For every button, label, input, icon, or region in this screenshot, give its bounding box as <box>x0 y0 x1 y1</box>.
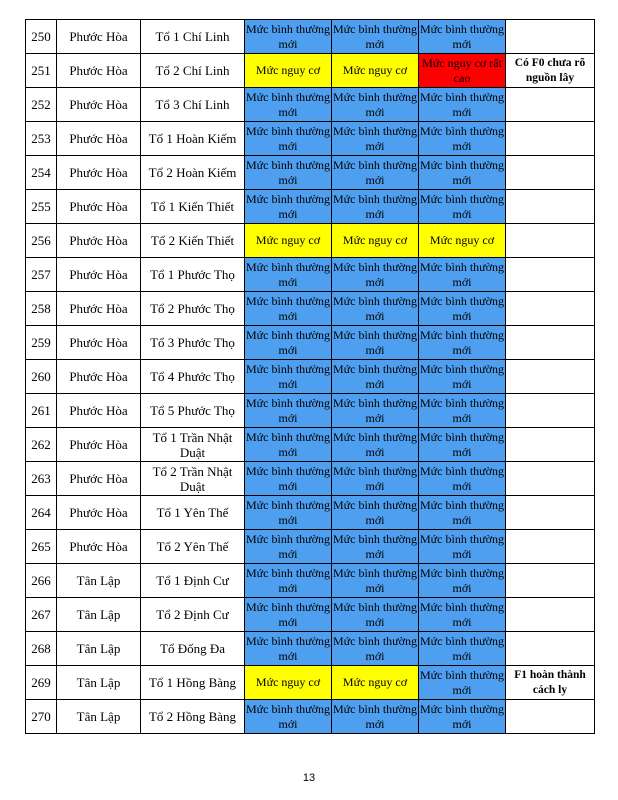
table-row <box>26 156 595 190</box>
residential-group-cell: Tổ 1 Trần Nhật Duật <box>141 428 245 462</box>
note-cell <box>506 292 595 326</box>
level-cell-1: Mức bình thường mới <box>245 564 332 598</box>
level-cell-2: Mức bình thường mới <box>332 326 419 360</box>
ward-cell: Phước Hòa <box>57 292 141 326</box>
table-row <box>26 496 595 530</box>
level-cell-3: Mức bình thường mới <box>419 88 506 122</box>
table-row <box>26 462 595 496</box>
level-cell-3: Mức bình thường mới <box>419 666 506 700</box>
level-cell-3: Mức bình thường mới <box>419 326 506 360</box>
note-cell <box>506 326 595 360</box>
ward-cell: Phước Hòa <box>57 360 141 394</box>
residential-group-cell: Tổ 2 Hoàn Kiếm <box>141 156 245 190</box>
row-number-cell: 261 <box>26 394 57 428</box>
ward-cell: Tân Lập <box>57 632 141 666</box>
level-cell-2: Mức bình thường mới <box>332 190 419 224</box>
row-number-cell: 262 <box>26 428 57 462</box>
residential-group-cell: Tổ 2 Định Cư <box>141 598 245 632</box>
level-cell-3: Mức bình thường mới <box>419 462 506 496</box>
table-row <box>26 394 595 428</box>
level-cell-1: Mức nguy cơ <box>245 54 332 88</box>
level-cell-1: Mức bình thường mới <box>245 394 332 428</box>
level-cell-1: Mức bình thường mới <box>245 496 332 530</box>
level-cell-1: Mức bình thường mới <box>245 292 332 326</box>
table-body <box>26 20 595 734</box>
residential-group-cell: Tổ Đống Đa <box>141 632 245 666</box>
row-number-cell: 257 <box>26 258 57 292</box>
level-cell-1: Mức nguy cơ <box>245 224 332 258</box>
level-cell-2: Mức bình thường mới <box>332 122 419 156</box>
row-number-cell: 259 <box>26 326 57 360</box>
level-cell-2: Mức bình thường mới <box>332 394 419 428</box>
residential-group-cell: Tổ 2 Kiến Thiết <box>141 224 245 258</box>
level-cell-3: Mức bình thường mới <box>419 122 506 156</box>
level-cell-2: Mức bình thường mới <box>332 292 419 326</box>
level-cell-1: Mức bình thường mới <box>245 20 332 54</box>
level-cell-3: Mức bình thường mới <box>419 258 506 292</box>
level-cell-3: Mức bình thường mới <box>419 428 506 462</box>
row-number-cell: 256 <box>26 224 57 258</box>
row-number-cell: 270 <box>26 700 57 734</box>
ward-cell: Phước Hòa <box>57 190 141 224</box>
row-number-cell: 255 <box>26 190 57 224</box>
table-row <box>26 428 595 462</box>
level-cell-3: Mức nguy cơ rất cao <box>419 54 506 88</box>
level-cell-3: Mức bình thường mới <box>419 632 506 666</box>
level-cell-3: Mức bình thường mới <box>419 156 506 190</box>
note-cell <box>506 258 595 292</box>
level-cell-3: Mức bình thường mới <box>419 190 506 224</box>
note-cell <box>506 496 595 530</box>
level-cell-3: Mức bình thường mới <box>419 700 506 734</box>
level-cell-2: Mức bình thường mới <box>332 258 419 292</box>
table-row <box>26 54 595 88</box>
level-cell-1: Mức nguy cơ <box>245 666 332 700</box>
note-cell <box>506 224 595 258</box>
level-cell-1: Mức bình thường mới <box>245 530 332 564</box>
ward-cell: Phước Hòa <box>57 394 141 428</box>
table-row <box>26 88 595 122</box>
level-cell-1: Mức bình thường mới <box>245 598 332 632</box>
ward-cell: Phước Hòa <box>57 122 141 156</box>
row-number-cell: 251 <box>26 54 57 88</box>
level-cell-3: Mức bình thường mới <box>419 292 506 326</box>
ward-cell: Phước Hòa <box>57 326 141 360</box>
table-row <box>26 360 595 394</box>
row-number-cell: 264 <box>26 496 57 530</box>
row-number-cell: 269 <box>26 666 57 700</box>
level-cell-1: Mức bình thường mới <box>245 428 332 462</box>
ward-cell: Phước Hòa <box>57 54 141 88</box>
ward-cell: Tân Lập <box>57 564 141 598</box>
row-number-cell: 258 <box>26 292 57 326</box>
ward-cell: Phước Hòa <box>57 462 141 496</box>
note-cell <box>506 394 595 428</box>
level-cell-2: Mức nguy cơ <box>332 224 419 258</box>
residential-group-cell: Tổ 1 Định Cư <box>141 564 245 598</box>
table-row <box>26 666 595 700</box>
table-row <box>26 632 595 666</box>
level-cell-1: Mức bình thường mới <box>245 258 332 292</box>
note-cell <box>506 190 595 224</box>
level-cell-1: Mức bình thường mới <box>245 122 332 156</box>
note-cell <box>506 88 595 122</box>
table-row <box>26 20 595 54</box>
row-number-cell: 254 <box>26 156 57 190</box>
level-cell-3: Mức bình thường mới <box>419 360 506 394</box>
level-cell-2: Mức bình thường mới <box>332 632 419 666</box>
table-row <box>26 700 595 734</box>
level-cell-3: Mức bình thường mới <box>419 496 506 530</box>
row-number-cell: 253 <box>26 122 57 156</box>
note-cell <box>506 360 595 394</box>
ward-cell: Tân Lập <box>57 598 141 632</box>
level-cell-2: Mức bình thường mới <box>332 496 419 530</box>
residential-group-cell: Tổ 1 Phước Thọ <box>141 258 245 292</box>
level-cell-2: Mức bình thường mới <box>332 462 419 496</box>
note-cell <box>506 530 595 564</box>
table-row <box>26 598 595 632</box>
level-cell-1: Mức bình thường mới <box>245 462 332 496</box>
level-cell-3: Mức bình thường mới <box>419 598 506 632</box>
ward-cell: Phước Hòa <box>57 530 141 564</box>
level-cell-2: Mức nguy cơ <box>332 666 419 700</box>
residential-group-cell: Tổ 1 Hồng Bàng <box>141 666 245 700</box>
table-row <box>26 224 595 258</box>
row-number-cell: 263 <box>26 462 57 496</box>
ward-cell: Phước Hòa <box>57 88 141 122</box>
table-row <box>26 564 595 598</box>
level-cell-2: Mức bình thường mới <box>332 530 419 564</box>
ward-cell: Phước Hòa <box>57 496 141 530</box>
level-cell-2: Mức nguy cơ <box>332 54 419 88</box>
note-cell <box>506 20 595 54</box>
residential-group-cell: Tổ 3 Chí Linh <box>141 88 245 122</box>
ward-cell: Phước Hòa <box>57 428 141 462</box>
note-cell <box>506 122 595 156</box>
level-cell-1: Mức bình thường mới <box>245 190 332 224</box>
level-cell-1: Mức bình thường mới <box>245 700 332 734</box>
level-cell-1: Mức bình thường mới <box>245 360 332 394</box>
table-row <box>26 530 595 564</box>
residential-group-cell: Tổ 2 Yên Thế <box>141 530 245 564</box>
ward-cell: Tân Lập <box>57 700 141 734</box>
covid-level-table <box>25 19 595 734</box>
row-number-cell: 266 <box>26 564 57 598</box>
note-cell <box>506 700 595 734</box>
level-cell-3: Mức bình thường mới <box>419 564 506 598</box>
row-number-cell: 267 <box>26 598 57 632</box>
residential-group-cell: Tổ 2 Phước Thọ <box>141 292 245 326</box>
note-cell <box>506 632 595 666</box>
level-cell-2: Mức bình thường mới <box>332 700 419 734</box>
row-number-cell: 268 <box>26 632 57 666</box>
note-cell: F1 hoàn thành cách ly <box>506 666 595 700</box>
residential-group-cell: Tổ 1 Yên Thế <box>141 496 245 530</box>
residential-group-cell: Tổ 5 Phước Thọ <box>141 394 245 428</box>
residential-group-cell: Tổ 1 Hoàn Kiếm <box>141 122 245 156</box>
row-number-cell: 252 <box>26 88 57 122</box>
level-cell-3: Mức bình thường mới <box>419 20 506 54</box>
level-cell-1: Mức bình thường mới <box>245 326 332 360</box>
level-cell-2: Mức bình thường mới <box>332 428 419 462</box>
level-cell-1: Mức bình thường mới <box>245 88 332 122</box>
level-cell-2: Mức bình thường mới <box>332 598 419 632</box>
level-cell-3: Mức nguy cơ <box>419 224 506 258</box>
level-cell-1: Mức bình thường mới <box>245 156 332 190</box>
level-cell-2: Mức bình thường mới <box>332 20 419 54</box>
note-cell <box>506 462 595 496</box>
residential-group-cell: Tổ 2 Chí Linh <box>141 54 245 88</box>
residential-group-cell: Tổ 2 Hồng Bàng <box>141 700 245 734</box>
table-row <box>26 258 595 292</box>
level-cell-1: Mức bình thường mới <box>245 632 332 666</box>
ward-cell: Phước Hòa <box>57 258 141 292</box>
table-row <box>26 190 595 224</box>
level-cell-3: Mức bình thường mới <box>419 530 506 564</box>
note-cell: Có F0 chưa rõ nguồn lây <box>506 54 595 88</box>
level-cell-2: Mức bình thường mới <box>332 564 419 598</box>
note-cell <box>506 598 595 632</box>
ward-cell: Phước Hòa <box>57 20 141 54</box>
note-cell <box>506 564 595 598</box>
level-cell-3: Mức bình thường mới <box>419 394 506 428</box>
level-cell-2: Mức bình thường mới <box>332 360 419 394</box>
row-number-cell: 260 <box>26 360 57 394</box>
table-row <box>26 122 595 156</box>
row-number-cell: 250 <box>26 20 57 54</box>
note-cell <box>506 156 595 190</box>
residential-group-cell: Tổ 3 Phước Thọ <box>141 326 245 360</box>
ward-cell: Tân Lập <box>57 666 141 700</box>
page-number: 13 <box>302 772 316 784</box>
table-row <box>26 292 595 326</box>
residential-group-cell: Tổ 4 Phước Thọ <box>141 360 245 394</box>
residential-group-cell: Tổ 1 Kiến Thiết <box>141 190 245 224</box>
ward-cell: Phước Hòa <box>57 224 141 258</box>
level-cell-2: Mức bình thường mới <box>332 156 419 190</box>
residential-group-cell: Tổ 1 Chí Linh <box>141 20 245 54</box>
note-cell <box>506 428 595 462</box>
residential-group-cell: Tổ 2 Trần Nhật Duật <box>141 462 245 496</box>
level-cell-2: Mức bình thường mới <box>332 88 419 122</box>
ward-cell: Phước Hòa <box>57 156 141 190</box>
table-row <box>26 326 595 360</box>
row-number-cell: 265 <box>26 530 57 564</box>
